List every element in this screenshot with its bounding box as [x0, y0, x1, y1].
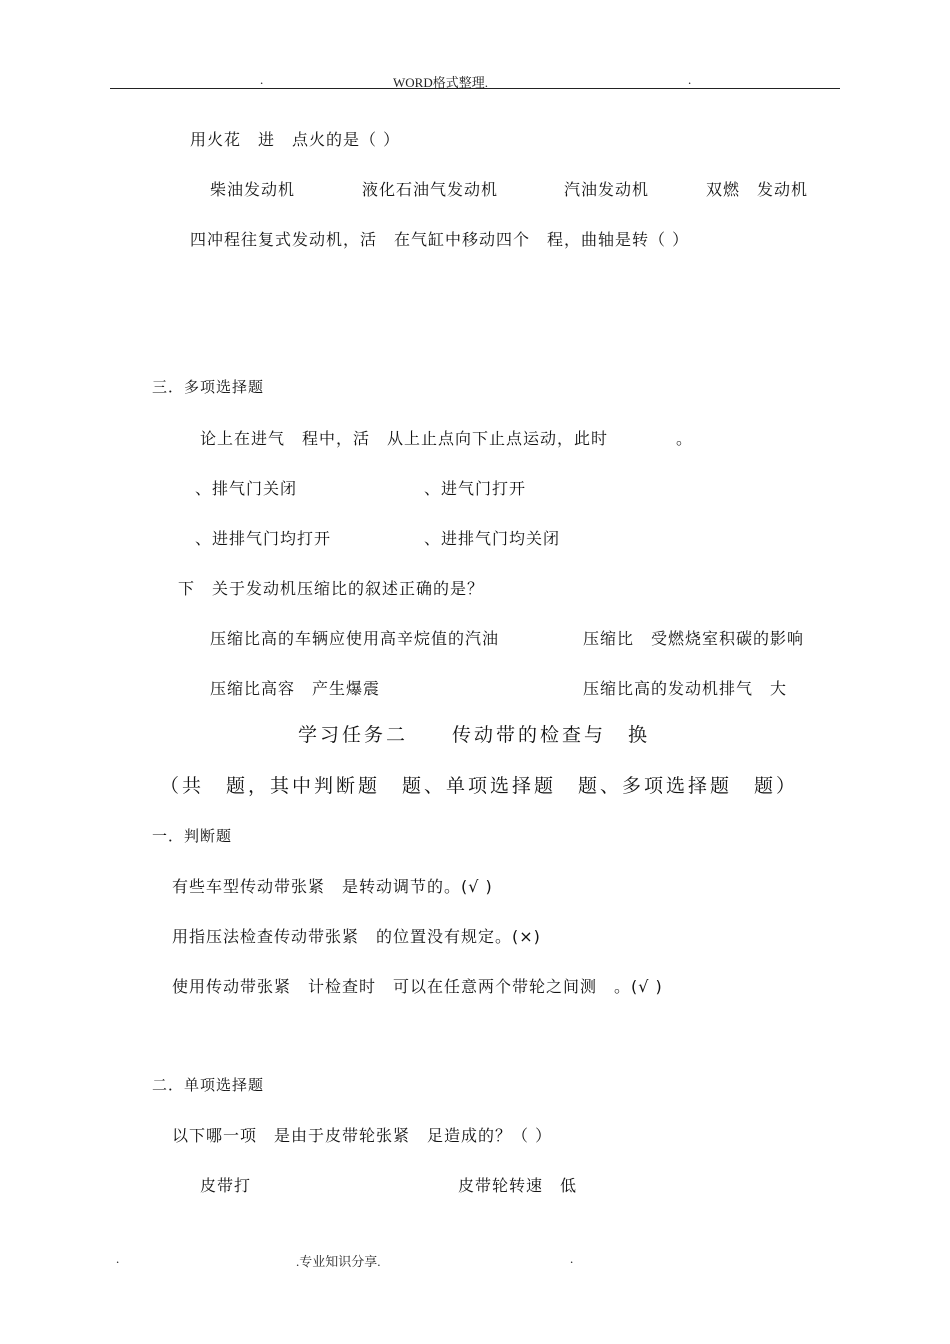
header-title: WORD格式整理. [393, 75, 488, 90]
option-exhaust-large: 压缩比高的发动机排气 大 [583, 679, 788, 698]
option-carbon-deposit: 压缩比 受燃烧室积碳的影响 [583, 629, 805, 648]
tf-item-2: 用指压法检查传动带张紧 的位置没有规定。(×) [172, 927, 541, 946]
footer-dot-right: . [570, 1251, 574, 1266]
option-knock: 压缩比高容 产生爆震 [210, 679, 381, 698]
tf-item-3: 使用传动带张紧 计检查时 可以在任意两个带轮之间测 。(√ ) [172, 977, 663, 996]
option-both-open: 、进排气门均打开 [195, 529, 332, 548]
header-dot-left: . [260, 72, 264, 87]
option-gasoline-engine: 汽油发动机 [564, 180, 650, 199]
option-lpg-engine: 液化石油气发动机 [362, 180, 499, 199]
header-rule [110, 88, 840, 89]
question-spark-ignition: 用火花 进 点火的是（ ） [190, 130, 401, 149]
option-both-closed: 、进排气门均关闭 [424, 529, 561, 548]
option-exhaust-closed: 、排气门关闭 [195, 479, 298, 498]
section-heading-true-false: 一．判断题 [152, 827, 233, 845]
task-title: 学习任务二 传动带的检查与 换 [298, 724, 651, 746]
tf-item-1: 有些车型传动带张紧 是转动调节的。(√ ) [172, 877, 493, 896]
task-subtitle: （共 题，其中判断题 题、单项选择题 题、多项选择题 题） [160, 775, 799, 797]
option-intake-open: 、进气门打开 [424, 479, 527, 498]
section-heading-multiple-choice: 三．多项选择题 [152, 378, 265, 396]
question-compression-ratio: 下 关于发动机压缩比的叙述正确的是？ [178, 579, 485, 598]
header-dot-right: . [688, 72, 692, 87]
section-heading-single-choice: 二．单项选择题 [152, 1076, 265, 1094]
option-belt-slip: 皮带打 [200, 1176, 252, 1195]
option-dual-fuel-engine: 双燃 发动机 [706, 180, 809, 199]
question-intake-stroke: 论上在进气 程中，活 从上止点向下止点运动，此时 。 [200, 429, 694, 448]
footer-text: .专业知识分享. [296, 1254, 381, 1269]
option-diesel-engine: 柴油发动机 [210, 180, 296, 199]
option-high-octane: 压缩比高的车辆应使用高辛烷值的汽油 [210, 629, 500, 648]
question-four-stroke: 四冲程往复式发动机，活 在气缸中移动四个 程，曲轴是转（ ） [190, 230, 690, 249]
option-pulley-speed-low: 皮带轮转速 低 [458, 1176, 578, 1195]
footer-dot-left: . [116, 1251, 120, 1266]
question-belt-tension: 以下哪一项 是由于皮带轮张紧 足造成的？（ ） [172, 1126, 553, 1145]
